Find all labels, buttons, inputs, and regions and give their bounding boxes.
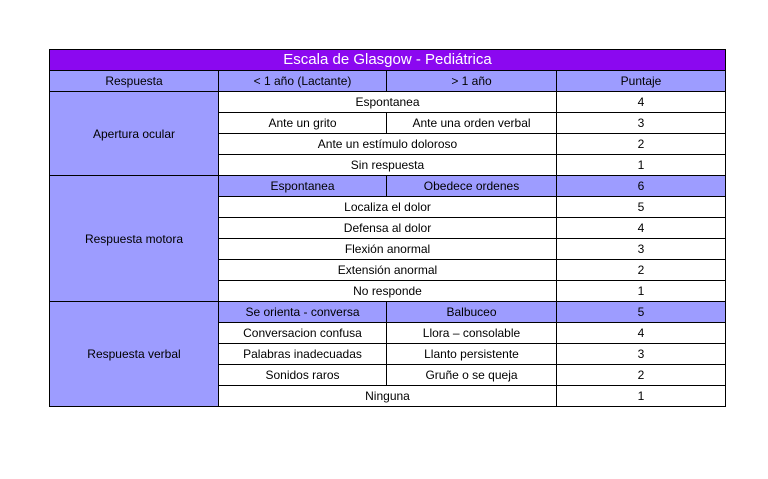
- child-response-cell: Balbuceo: [387, 302, 557, 323]
- score-cell: 3: [557, 239, 726, 260]
- header-row: [50, 71, 726, 92]
- score-cell: 3: [557, 113, 726, 134]
- score-cell: 3: [557, 344, 726, 365]
- score-cell: 4: [557, 323, 726, 344]
- response-cell: Sin respuesta: [219, 155, 557, 176]
- header-respuesta: Respuesta: [50, 71, 219, 92]
- response-cell: Ante un estímulo doloroso: [219, 134, 557, 155]
- score-cell: 6: [557, 176, 726, 197]
- response-cell: Defensa al dolor: [219, 218, 557, 239]
- category-respuesta-motora: Respuesta motora: [50, 176, 219, 302]
- header-lactante: < 1 año (Lactante): [219, 71, 387, 92]
- response-cell: Extensión anormal: [219, 260, 557, 281]
- category-apertura-ocular: Apertura ocular: [50, 92, 219, 176]
- child-response-cell: Obedece ordenes: [387, 176, 557, 197]
- score-cell: 1: [557, 155, 726, 176]
- child-response-cell: Llanto persistente: [387, 344, 557, 365]
- table-row: [50, 176, 726, 197]
- infant-response-cell: Sonidos raros: [219, 365, 387, 386]
- score-cell: 2: [557, 134, 726, 155]
- table-row: [50, 92, 726, 113]
- infant-response-cell: Ante un grito: [219, 113, 387, 134]
- score-cell: 4: [557, 92, 726, 113]
- score-cell: 4: [557, 218, 726, 239]
- child-response-cell: Gruñe o se queja: [387, 365, 557, 386]
- infant-response-cell: Se orienta - conversa: [219, 302, 387, 323]
- score-cell: 1: [557, 386, 726, 407]
- infant-response-cell: Espontanea: [219, 176, 387, 197]
- header-mayor-1-ano: > 1 año: [387, 71, 557, 92]
- child-response-cell: Ante una orden verbal: [387, 113, 557, 134]
- score-cell: 2: [557, 365, 726, 386]
- response-cell: Localiza el dolor: [219, 197, 557, 218]
- score-cell: 2: [557, 260, 726, 281]
- header-puntaje: Puntaje: [557, 71, 726, 92]
- child-response-cell: Llora – consolable: [387, 323, 557, 344]
- response-cell: Espontanea: [219, 92, 557, 113]
- score-cell: 5: [557, 302, 726, 323]
- score-cell: 5: [557, 197, 726, 218]
- table-row: [50, 302, 726, 323]
- response-cell: No responde: [219, 281, 557, 302]
- response-cell: Ninguna: [219, 386, 557, 407]
- infant-response-cell: Palabras inadecuadas: [219, 344, 387, 365]
- category-respuesta-verbal: Respuesta verbal: [50, 302, 219, 407]
- table-title: Escala de Glasgow - Pediátrica: [50, 50, 726, 71]
- title-row: [50, 50, 726, 71]
- score-cell: 1: [557, 281, 726, 302]
- glasgow-pediatric-table: [49, 49, 726, 407]
- infant-response-cell: Conversacion confusa: [219, 323, 387, 344]
- response-cell: Flexión anormal: [219, 239, 557, 260]
